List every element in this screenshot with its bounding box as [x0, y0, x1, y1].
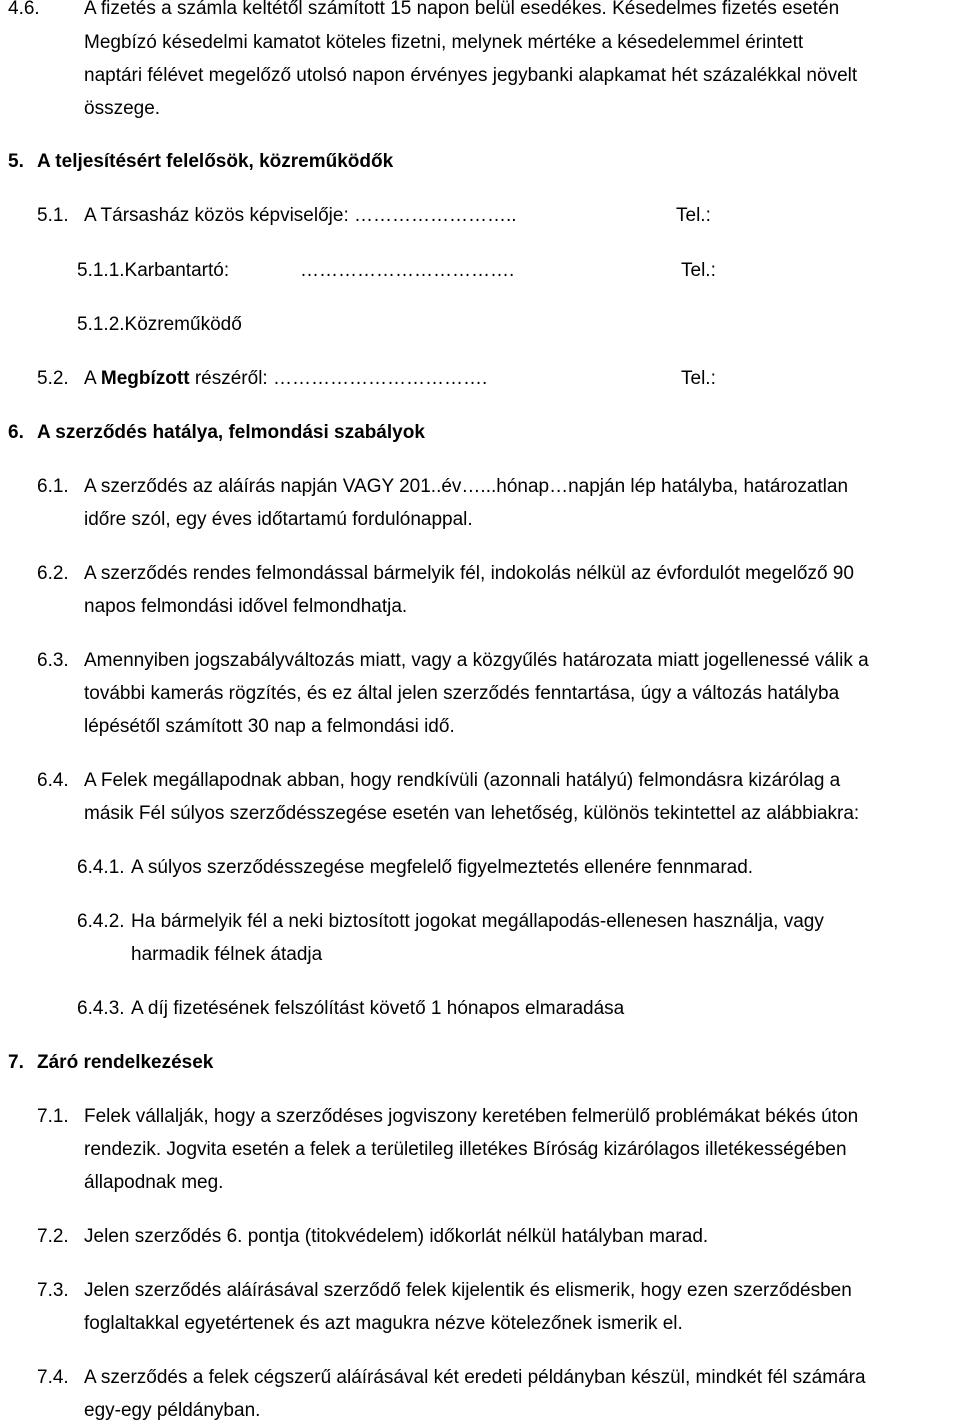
clause-6-4-3-text: A díj fizetésének felszólítást követő 1 hónapos elmaradása [131, 998, 625, 1019]
clause-5-1-1-dots: ……………………………. [300, 260, 515, 281]
clause-4-6-line-2: Megbízó késedelmi kamatot köteles fizetni, melynek mértéke a késedelemmel érintett [84, 32, 804, 53]
clause-4-6-line-1: A fizetés a számla keltétől számított 15 napon belül esedékes. Késedelmes fizetés esetén [84, 0, 840, 19]
clause-5-1-2-label: 5.1.2.Közreműködő [77, 314, 242, 335]
clause-7-4-number: 7.4. [37, 1367, 69, 1388]
clause-6-4-1-text: A súlyos szerződésszegése megfelelő figyelmeztetés ellenére fennmarad. [131, 857, 754, 878]
clause-7-4-line-2: egy-egy példányban. [84, 1400, 261, 1421]
section-6-number: 6. [8, 422, 24, 443]
clause-6-2-number: 6.2. [37, 563, 69, 584]
clause-6-3-number: 6.3. [37, 650, 69, 671]
clause-7-2-number: 7.2. [37, 1226, 69, 1247]
clause-5-1-1-tel: Tel.: [681, 260, 716, 281]
clause-6-2-line-2: napos felmondási idővel felmondhatja. [84, 596, 408, 617]
clause-6-4-line-2: másik Fél súlyos szerződésszegése esetén van lehetőség, különös tekintettel az alábbiakra: [84, 803, 860, 824]
section-5-number: 5. [8, 151, 24, 172]
clause-5-2-bold: Megbízott [100, 368, 190, 389]
clause-5-1-1-label: 5.1.1.Karbantartó: [77, 260, 230, 281]
clause-7-1-number: 7.1. [37, 1106, 69, 1127]
clause-5-2-number: 5.2. [37, 368, 69, 389]
clause-6-3-line-1: Amennyiben jogszabályváltozás miatt, vagy a közgyűlés határozata miatt jogellenessé válik a [84, 650, 869, 671]
clause-7-2-line-1: Jelen szerződés 6. pontja (titokvédelem) időkorlát nélkül hatályban marad. [84, 1226, 709, 1247]
clause-6-4-number: 6.4. [37, 770, 69, 791]
clause-6-4-2-number: 6.4.2. [77, 911, 125, 932]
clause-6-1-line-2: időre szól, egy éves időtartamú fordulónappal. [84, 509, 473, 530]
clause-7-3-number: 7.3. [37, 1280, 69, 1301]
section-7-number: 7. [8, 1052, 24, 1073]
clause-6-4-line-1: A Felek megállapodnak abban, hogy rendkívüli (azonnali hatályú) felmondásra kizárólag a [84, 770, 841, 791]
section-6-title: A szerződés hatálya, felmondási szabályok [37, 422, 425, 443]
clause-7-1-line-1: Felek vállalják, hogy a szerződéses jogviszony keretében felmerülő problémákat békés úton [84, 1106, 859, 1127]
clause-7-1-line-2: rendezik. Jogvita esetén a felek a területileg illetékes Bíróság kizárólagos illetékességében [84, 1139, 847, 1160]
clause-5-2-suffix: részéről: ……………………………. [189, 368, 488, 389]
clause-7-1-line-3: állapodnak meg. [84, 1172, 224, 1193]
clause-6-4-1-number: 6.4.1. [77, 857, 125, 878]
clause-6-4-2-line-2: harmadik félnek átadja [131, 944, 323, 965]
clause-6-4-3-number: 6.4.3. [77, 998, 125, 1019]
clause-4-6-line-3: naptári félévet megelőző utolsó napon érvényes jegybanki alapkamat hét százalékkal növelt [84, 65, 858, 86]
clause-6-3-line-2: további kamerás rögzítés, és ez által jelen szerződés fenntartása, úgy a változás hatályba [84, 683, 840, 704]
clause-6-1-line-1: A szerződés az aláírás napján VAGY 201..év…...hónap…napján lép hatályba, határozatlan [84, 476, 849, 497]
clause-6-1-number: 6.1. [37, 476, 69, 497]
clause-7-4-line-1: A szerződés a felek cégszerű aláírásával két eredeti példányban készül, mindkét fél számára [84, 1367, 866, 1388]
clause-7-3-line-1: Jelen szerződés aláírásával szerződő felek kijelentik és elismerik, hogy ezen szerződésben [84, 1280, 852, 1301]
clause-6-3-line-3: lépésétől számított 30 nap a felmondási idő. [84, 716, 455, 737]
clause-5-1-number: 5.1. [37, 205, 69, 226]
clause-4-6-line-4: összege. [84, 98, 161, 119]
clause-5-2-text [84, 367, 487, 391]
clause-7-3-line-2: foglaltakkal egyetértenek és azt magukra nézve kötelezőnek ismerik el. [84, 1313, 683, 1334]
clause-4-6-number: 4.6. [8, 0, 40, 19]
clause-6-4-2-line-1: Ha bármelyik fél a neki biztosított jogokat megállapodás-ellenesen használja, vagy [131, 911, 824, 932]
section-7-title: Záró rendelkezések [37, 1052, 214, 1073]
clause-5-2-tel: Tel.: [681, 368, 716, 389]
clause-5-2-prefix: A [84, 368, 101, 389]
section-5-title: A teljesítésért felelősök, közreműködők [37, 151, 394, 172]
clause-5-1-tel: Tel.: [676, 205, 711, 226]
clause-6-2-line-1: A szerződés rendes felmondással bármelyik fél, indokolás nélkül az évfordulót megelőző 90 [84, 563, 854, 584]
clause-5-1-label: A Társasház közös képviselője: …………………….. [84, 205, 517, 226]
